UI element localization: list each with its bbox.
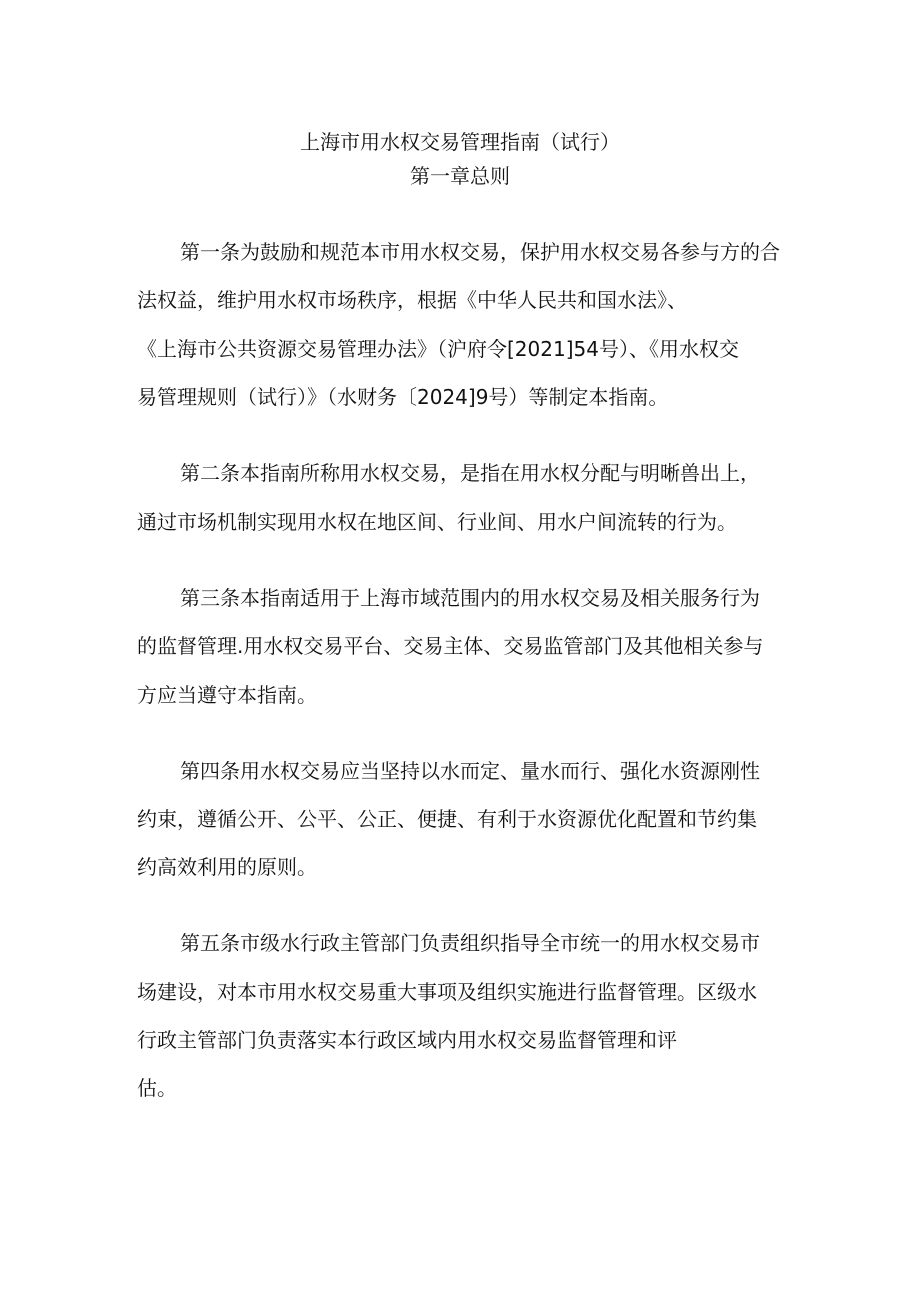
article-5-line-2: 场建设，对本市用水权交易重大事项及组织实施进行监督管理。区级水 [137, 980, 757, 1004]
article-1-line-4: 易管理规则（试行）》（水财务〔2024]9号）等制定本指南。 [137, 385, 669, 409]
article-5-line-4: 估。 [137, 1076, 177, 1100]
article-4-line-3: 约高效利用的原则。 [137, 855, 317, 879]
document-title: 上海市用水权交易管理指南（试行） [300, 130, 620, 154]
article-1-line-3: 《上海市公共资源交易管理办法》（沪府令[2021]54号）、《用水权交 [137, 337, 739, 361]
article-5-line-1: 第五条市级水行政主管部门负责组织指导全市统一的用水权交易市 [180, 931, 760, 955]
article-2-line-2: 通过市场机制实现用水权在地区间、行业间、用水户间流转的行为。 [137, 510, 737, 534]
article-2-line-1: 第二条本指南所称用水权交易，是指在用水权分配与明晰兽出上， [180, 461, 760, 485]
article-1-line-1: 第一条为鼓励和规范本市用水权交易，保护用水权交易各参与方的合 [180, 240, 780, 264]
article-4-line-2: 约束，遵循公开、公平、公正、便捷、有利于水资源优化配置和节约集 [137, 807, 757, 831]
article-3-line-2: 的监督管理.用水权交易平台、交易主体、交易监管部门及其他相关参与 [137, 634, 764, 658]
article-1-line-2: 法权益，维护用水权市场秩序，根据《中华人民共和国水法》、 [137, 288, 687, 312]
article-3-line-3: 方应当遵守本指南。 [137, 683, 317, 707]
article-4-line-1: 第四条用水权交易应当坚持以水而定、量水而行、强化水资源刚性 [180, 759, 760, 783]
article-5-line-3: 行政主管部门负责落实本行政区域内用水权交易监督管理和评 [137, 1028, 677, 1052]
article-3-line-1: 第三条本指南适用于上海市域范围内的用水权交易及相关服务行为 [180, 586, 760, 610]
chapter-heading: 第一章总则 [410, 164, 510, 188]
